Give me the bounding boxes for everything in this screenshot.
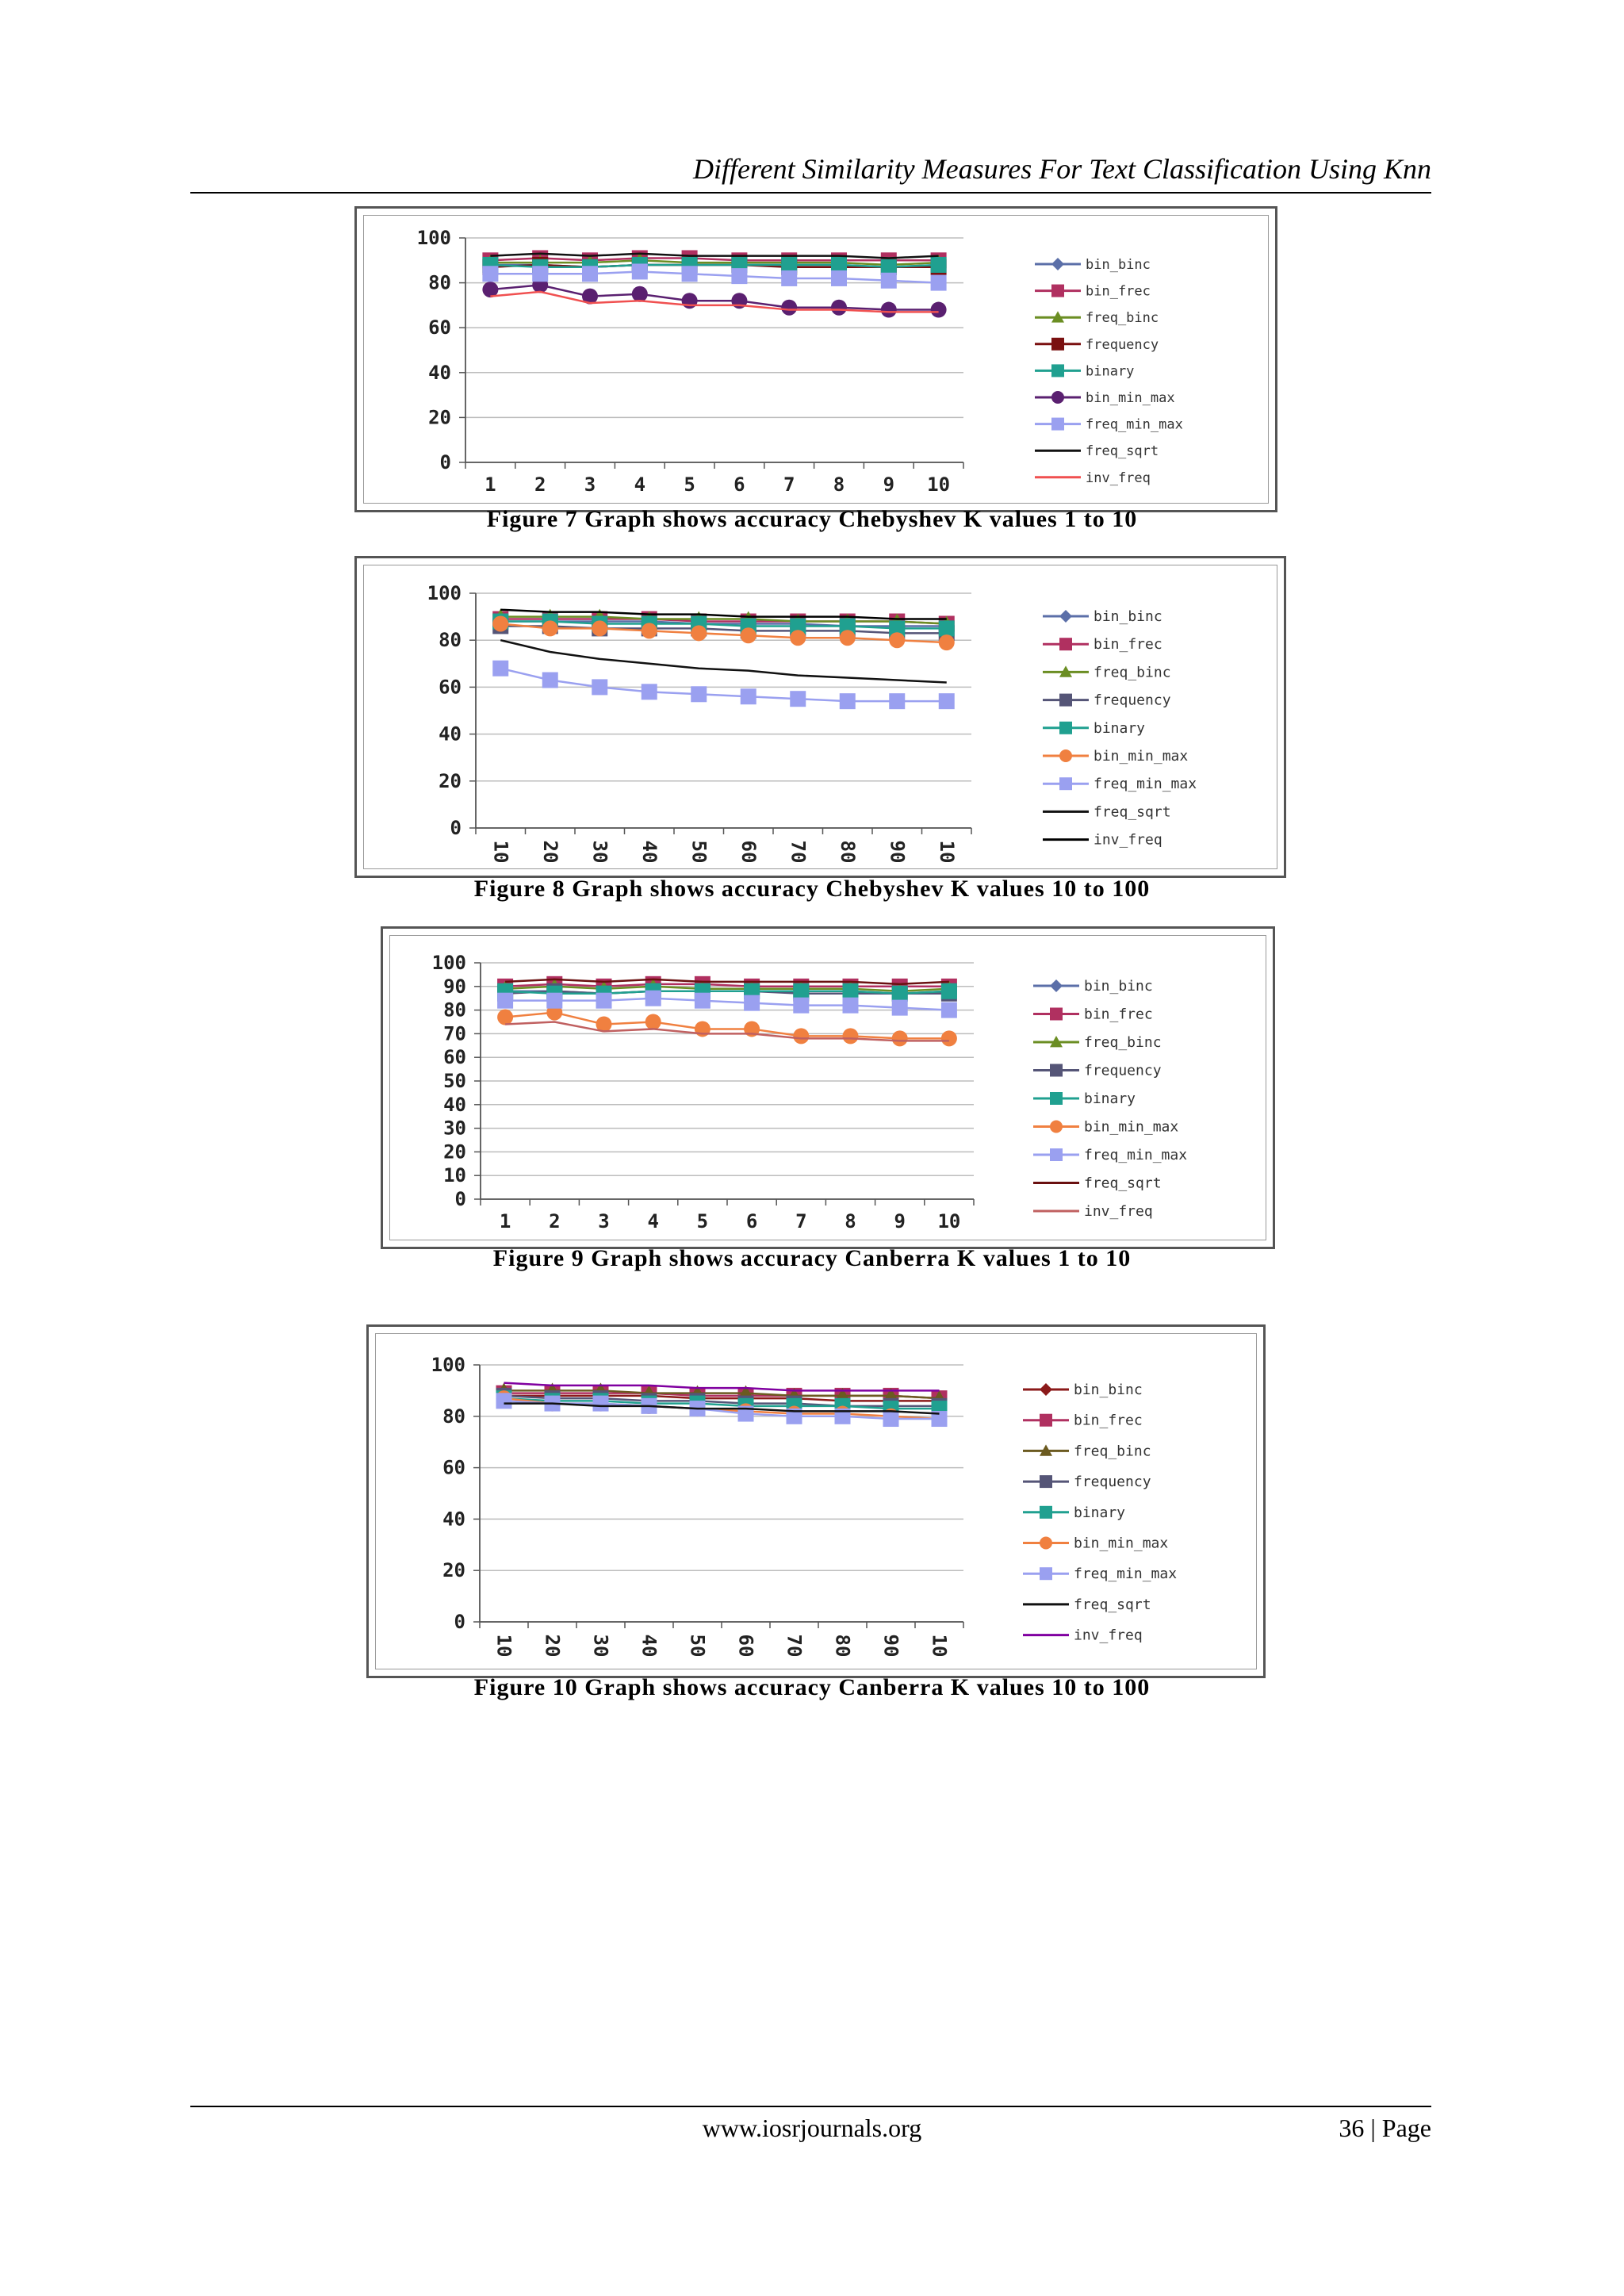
y-tick-label: 0 xyxy=(454,1188,466,1210)
y-tick-label: 60 xyxy=(439,676,462,699)
x-tick-label: 2 xyxy=(534,473,546,496)
data-point-freq_min_max xyxy=(881,273,897,289)
y-tick-label: 80 xyxy=(439,629,462,652)
figure-10-frame xyxy=(366,1324,1266,1678)
data-point-bin_min_max xyxy=(542,620,558,636)
data-point-freq_min_max xyxy=(596,993,612,1009)
legend-label-freq_sqrt: freq_sqrt xyxy=(1074,1596,1151,1613)
series-line-freq_sqrt xyxy=(490,254,938,259)
x-tick-label: 10 xyxy=(928,1634,951,1658)
data-point-bin_min_max xyxy=(642,623,657,638)
y-tick-label: 0 xyxy=(450,817,462,839)
data-point-bin_min_max xyxy=(892,1030,908,1046)
legend-marker-binary xyxy=(1051,364,1064,377)
x-tick-label: 90 xyxy=(879,1634,902,1658)
data-point-freq_min_max xyxy=(497,993,513,1009)
legend-label-bin_binc: bin_binc xyxy=(1074,1382,1143,1398)
x-tick-label: 40 xyxy=(638,840,661,864)
legend-label-binary: binary xyxy=(1094,719,1146,737)
data-point-bin_min_max xyxy=(881,302,897,318)
legend-marker-bin_min_max xyxy=(1059,749,1072,762)
y-tick-label: 20 xyxy=(428,406,451,429)
data-point-bin_min_max xyxy=(931,302,947,318)
legend-label-frequency: frequency xyxy=(1074,1474,1151,1491)
data-point-freq_min_max xyxy=(682,266,698,282)
legend-marker-bin_binc xyxy=(1050,979,1063,992)
x-tick-label: 20 xyxy=(541,1634,564,1658)
y-tick-label: 20 xyxy=(439,769,462,792)
series-line-freq_sqrt xyxy=(500,640,947,682)
legend-label-bin_frec: bin_frec xyxy=(1086,283,1151,300)
legend-marker-binary xyxy=(1059,722,1072,734)
series-line-bin_frec xyxy=(490,258,938,260)
x-tick-label: 3 xyxy=(598,1210,610,1232)
y-tick-label: 80 xyxy=(443,999,466,1022)
y-tick-label: 40 xyxy=(428,361,451,384)
data-point-freq_min_max xyxy=(744,995,760,1011)
x-tick-label: 60 xyxy=(734,1634,757,1658)
x-tick-label: 4 xyxy=(634,473,646,496)
figure-9-frame xyxy=(381,926,1275,1249)
legend-marker-binary xyxy=(1050,1092,1063,1105)
legend-label-inv_freq: inv_freq xyxy=(1094,831,1162,849)
data-point-freq_min_max xyxy=(831,270,847,286)
legend-marker-bin_frec xyxy=(1050,1008,1063,1021)
legend-marker-bin_min_max xyxy=(1050,1121,1063,1133)
y-tick-label: 100 xyxy=(431,1354,465,1376)
header-rule xyxy=(190,192,1431,194)
x-tick-label: 9 xyxy=(894,1210,906,1232)
data-point-freq_min_max xyxy=(582,266,598,282)
data-point-freq_min_max xyxy=(892,1000,908,1016)
data-point-freq_min_max xyxy=(941,1002,957,1018)
data-point-bin_min_max xyxy=(840,630,856,646)
series-line-freq_sqrt xyxy=(505,979,949,984)
series-line-freq_min_max xyxy=(500,669,947,701)
data-point-binary xyxy=(843,983,859,999)
footer-url: www.iosrjournals.org xyxy=(702,2114,922,2142)
x-tick-label: 10 xyxy=(935,840,958,864)
data-point-bin_min_max xyxy=(492,615,508,631)
data-point-freq_min_max xyxy=(790,691,806,707)
data-point-freq_min_max xyxy=(546,993,562,1009)
y-tick-label: 70 xyxy=(443,1022,466,1045)
data-point-freq_min_max xyxy=(492,661,508,677)
data-point-bin_min_max xyxy=(843,1028,859,1044)
x-tick-label: 10 xyxy=(937,1210,961,1232)
legend-label-bin_binc: bin_binc xyxy=(1086,257,1151,273)
series-line-freq_binc xyxy=(504,1390,940,1398)
y-tick-label: 80 xyxy=(428,271,451,294)
x-tick-label: 80 xyxy=(836,840,859,864)
figure-9-caption: Figure 9 Graph shows accuracy Canberra K values 1 to 10 xyxy=(492,1245,1132,1271)
data-point-freq_min_max xyxy=(482,266,498,282)
series-line-freq_min_max xyxy=(505,999,949,1010)
data-point-freq_min_max xyxy=(695,993,710,1009)
legend-label-bin_frec: bin_frec xyxy=(1084,1006,1153,1023)
data-point-freq_min_max xyxy=(939,693,955,709)
legend-marker-freq_min_max xyxy=(1051,418,1064,431)
data-point-freq_min_max xyxy=(731,268,747,284)
data-point-freq_min_max xyxy=(532,266,548,282)
y-tick-label: 20 xyxy=(442,1559,465,1582)
x-tick-label: 6 xyxy=(745,1210,758,1232)
figure-8-frame xyxy=(354,556,1286,878)
data-point-binary xyxy=(793,983,809,999)
x-tick-label: 5 xyxy=(684,473,695,496)
legend-label-inv_freq: inv_freq xyxy=(1084,1203,1153,1220)
x-tick-label: 6 xyxy=(733,473,745,496)
series-freq_min_max xyxy=(492,661,955,709)
data-point-freq_min_max xyxy=(691,686,707,702)
legend-marker-bin_frec xyxy=(1059,638,1072,650)
x-tick-label: 50 xyxy=(686,1634,709,1658)
figure-7-frame xyxy=(354,206,1277,512)
figure-9-chart xyxy=(383,929,1273,1247)
y-tick-label: 100 xyxy=(431,952,466,974)
x-tick-label: 10 xyxy=(489,840,512,864)
data-point-binary xyxy=(939,620,955,636)
legend-marker-freq_min_max xyxy=(1050,1148,1063,1161)
x-tick-label: 40 xyxy=(638,1634,661,1658)
legend-marker-frequency xyxy=(1051,338,1064,351)
data-point-binary xyxy=(941,983,957,999)
x-tick-label: 9 xyxy=(883,473,895,496)
x-tick-label: 70 xyxy=(783,1634,806,1658)
legend-marker-bin_binc xyxy=(1059,610,1072,623)
data-point-freq_min_max xyxy=(889,693,905,709)
legend-marker-frequency xyxy=(1040,1475,1052,1488)
series-freq_sqrt xyxy=(490,254,938,259)
legend-marker-binary xyxy=(1040,1506,1052,1519)
y-tick-label: 60 xyxy=(442,1456,465,1479)
y-tick-label: 40 xyxy=(443,1093,466,1116)
figure-8-caption: Figure 8 Graph shows accuracy Chebyshev K values 10 to 100 xyxy=(473,876,1151,902)
figure-10-chart xyxy=(369,1327,1263,1676)
legend-label-freq_binc: freq_binc xyxy=(1094,664,1171,681)
footer-rule xyxy=(190,2106,1431,2107)
x-tick-label: 30 xyxy=(589,1634,612,1658)
x-tick-label: 5 xyxy=(696,1210,709,1232)
legend-label-bin_binc: bin_binc xyxy=(1094,608,1162,625)
data-point-freq_min_max xyxy=(632,263,648,279)
data-point-binary xyxy=(892,986,908,1002)
figure-10-caption: Figure 10 Graph shows accuracy Canberra K values 10 to 100 xyxy=(473,1674,1151,1700)
x-tick-label: 20 xyxy=(538,840,561,864)
x-tick-label: 4 xyxy=(647,1210,659,1232)
data-point-freq_min_max xyxy=(593,1396,609,1412)
data-point-freq_min_max xyxy=(496,1393,512,1409)
x-tick-label: 8 xyxy=(845,1210,856,1232)
y-tick-label: 20 xyxy=(443,1140,466,1163)
legend-label-freq_sqrt: freq_sqrt xyxy=(1084,1175,1162,1192)
legend-label-freq_sqrt: freq_sqrt xyxy=(1094,803,1171,821)
data-point-bin_min_max xyxy=(645,1014,661,1030)
legend-label-bin_binc: bin_binc xyxy=(1084,978,1153,995)
legend-marker-frequency xyxy=(1050,1064,1063,1077)
data-point-bin_min_max xyxy=(682,293,698,309)
legend-marker-freq_min_max xyxy=(1040,1567,1052,1580)
data-point-bin_min_max xyxy=(889,632,905,648)
x-tick-label: 80 xyxy=(831,1634,854,1658)
data-point-bin_min_max xyxy=(691,625,707,641)
legend-label-bin_min_max: bin_min_max xyxy=(1094,748,1189,765)
legend-label-freq_binc: freq_binc xyxy=(1074,1443,1151,1460)
legend-label-bin_frec: bin_frec xyxy=(1094,636,1162,654)
x-tick-label: 10 xyxy=(927,473,951,496)
legend-marker-bin_min_max xyxy=(1040,1537,1052,1550)
data-point-binary xyxy=(931,257,947,273)
legend-label-freq_binc: freq_binc xyxy=(1086,310,1159,327)
data-point-freq_min_max xyxy=(931,275,947,291)
legend-label-freq_min_max: freq_min_max xyxy=(1086,416,1183,433)
legend-label-bin_min_max: bin_min_max xyxy=(1074,1535,1169,1552)
legend-label-bin_min_max: bin_min_max xyxy=(1086,390,1175,406)
data-point-bin_min_max xyxy=(831,300,847,316)
legend-marker-freq_min_max xyxy=(1059,777,1072,790)
y-tick-label: 60 xyxy=(428,316,451,339)
legend-label-binary: binary xyxy=(1084,1091,1136,1107)
figure-7-caption: Figure 7 Graph shows accuracy Chebyshev K values 1 to 10 xyxy=(486,506,1138,532)
data-point-bin_min_max xyxy=(497,1010,513,1025)
data-point-bin_min_max xyxy=(632,286,648,302)
data-point-bin_min_max xyxy=(793,1028,809,1044)
y-tick-label: 80 xyxy=(442,1405,465,1428)
data-point-freq_min_max xyxy=(793,998,809,1014)
legend-label-frequency: frequency xyxy=(1094,692,1171,709)
legend-label-bin_min_max: bin_min_max xyxy=(1084,1118,1179,1136)
data-point-freq_min_max xyxy=(741,688,756,704)
data-point-freq_min_max xyxy=(883,1411,899,1427)
figure-7-chart xyxy=(357,209,1275,510)
legend-label-frequency: frequency xyxy=(1086,336,1159,353)
legend-label-frequency: frequency xyxy=(1084,1062,1162,1079)
legend-marker-frequency xyxy=(1059,694,1072,707)
series-freq_sqrt xyxy=(505,979,949,984)
x-tick-label: 8 xyxy=(833,473,845,496)
series-inv_freq xyxy=(504,1383,940,1391)
legend-marker-bin_binc xyxy=(1040,1383,1052,1396)
legend-marker-bin_frec xyxy=(1051,285,1064,297)
x-tick-label: 2 xyxy=(549,1210,561,1232)
data-point-bin_min_max xyxy=(781,300,797,316)
legend-label-binary: binary xyxy=(1074,1504,1126,1521)
legend-label-bin_frec: bin_frec xyxy=(1074,1412,1143,1429)
data-point-freq_min_max xyxy=(645,991,661,1006)
y-tick-label: 90 xyxy=(443,975,466,998)
data-point-freq_min_max xyxy=(542,673,558,688)
y-tick-label: 100 xyxy=(427,582,462,604)
legend-label-inv_freq: inv_freq xyxy=(1074,1627,1143,1644)
data-point-bin_min_max xyxy=(592,620,607,636)
y-tick-label: 100 xyxy=(416,227,451,249)
x-tick-label: 60 xyxy=(737,840,760,864)
data-point-freq_min_max xyxy=(843,998,859,1014)
y-tick-label: 50 xyxy=(443,1070,466,1092)
x-tick-label: 7 xyxy=(783,473,795,496)
legend-label-freq_min_max: freq_min_max xyxy=(1084,1147,1188,1163)
y-tick-label: 40 xyxy=(439,723,462,746)
x-tick-label: 10 xyxy=(492,1634,515,1658)
y-tick-label: 60 xyxy=(443,1046,466,1069)
y-tick-label: 40 xyxy=(442,1508,465,1531)
y-tick-label: 10 xyxy=(443,1164,466,1187)
x-tick-label: 70 xyxy=(787,840,810,864)
x-tick-label: 1 xyxy=(499,1210,511,1232)
legend-label-binary: binary xyxy=(1086,363,1135,380)
data-point-freq_min_max xyxy=(592,679,607,695)
data-point-bin_min_max xyxy=(941,1030,957,1046)
series-freq_sqrt xyxy=(500,640,947,682)
y-tick-label: 30 xyxy=(443,1117,466,1140)
legend-marker-bin_frec xyxy=(1040,1414,1052,1427)
legend-marker-bin_binc xyxy=(1051,258,1064,270)
footer-page-number: 36 | Page xyxy=(1339,2114,1431,2142)
legend-label-inv_freq: inv_freq xyxy=(1086,470,1151,486)
data-point-bin_min_max xyxy=(741,627,756,643)
figure-8-chart xyxy=(357,558,1284,876)
legend-marker-bin_min_max xyxy=(1051,391,1064,404)
y-tick-label: 0 xyxy=(454,1611,465,1633)
data-point-freq_min_max xyxy=(781,270,797,286)
x-tick-label: 3 xyxy=(584,473,596,496)
data-point-freq_min_max xyxy=(840,693,856,709)
x-tick-label: 7 xyxy=(795,1210,807,1232)
running-header: Different Similarity Measures For Text Classification Using Knn xyxy=(693,153,1431,185)
series-line-freq_min_max xyxy=(490,271,938,282)
y-tick-label: 0 xyxy=(439,451,451,473)
series-line-inv_freq xyxy=(504,1383,940,1391)
data-point-bin_min_max xyxy=(939,634,955,650)
data-point-bin_min_max xyxy=(790,630,806,646)
x-tick-label: 50 xyxy=(688,840,710,864)
legend-label-freq_min_max: freq_min_max xyxy=(1094,776,1197,793)
legend-label-freq_sqrt: freq_sqrt xyxy=(1086,443,1159,460)
legend-label-freq_min_max: freq_min_max xyxy=(1074,1566,1178,1583)
x-tick-label: 30 xyxy=(588,840,611,864)
x-tick-label: 1 xyxy=(485,473,496,496)
data-point-freq_min_max xyxy=(642,684,657,700)
x-tick-label: 90 xyxy=(886,840,909,864)
legend-label-freq_binc: freq_binc xyxy=(1084,1034,1162,1051)
